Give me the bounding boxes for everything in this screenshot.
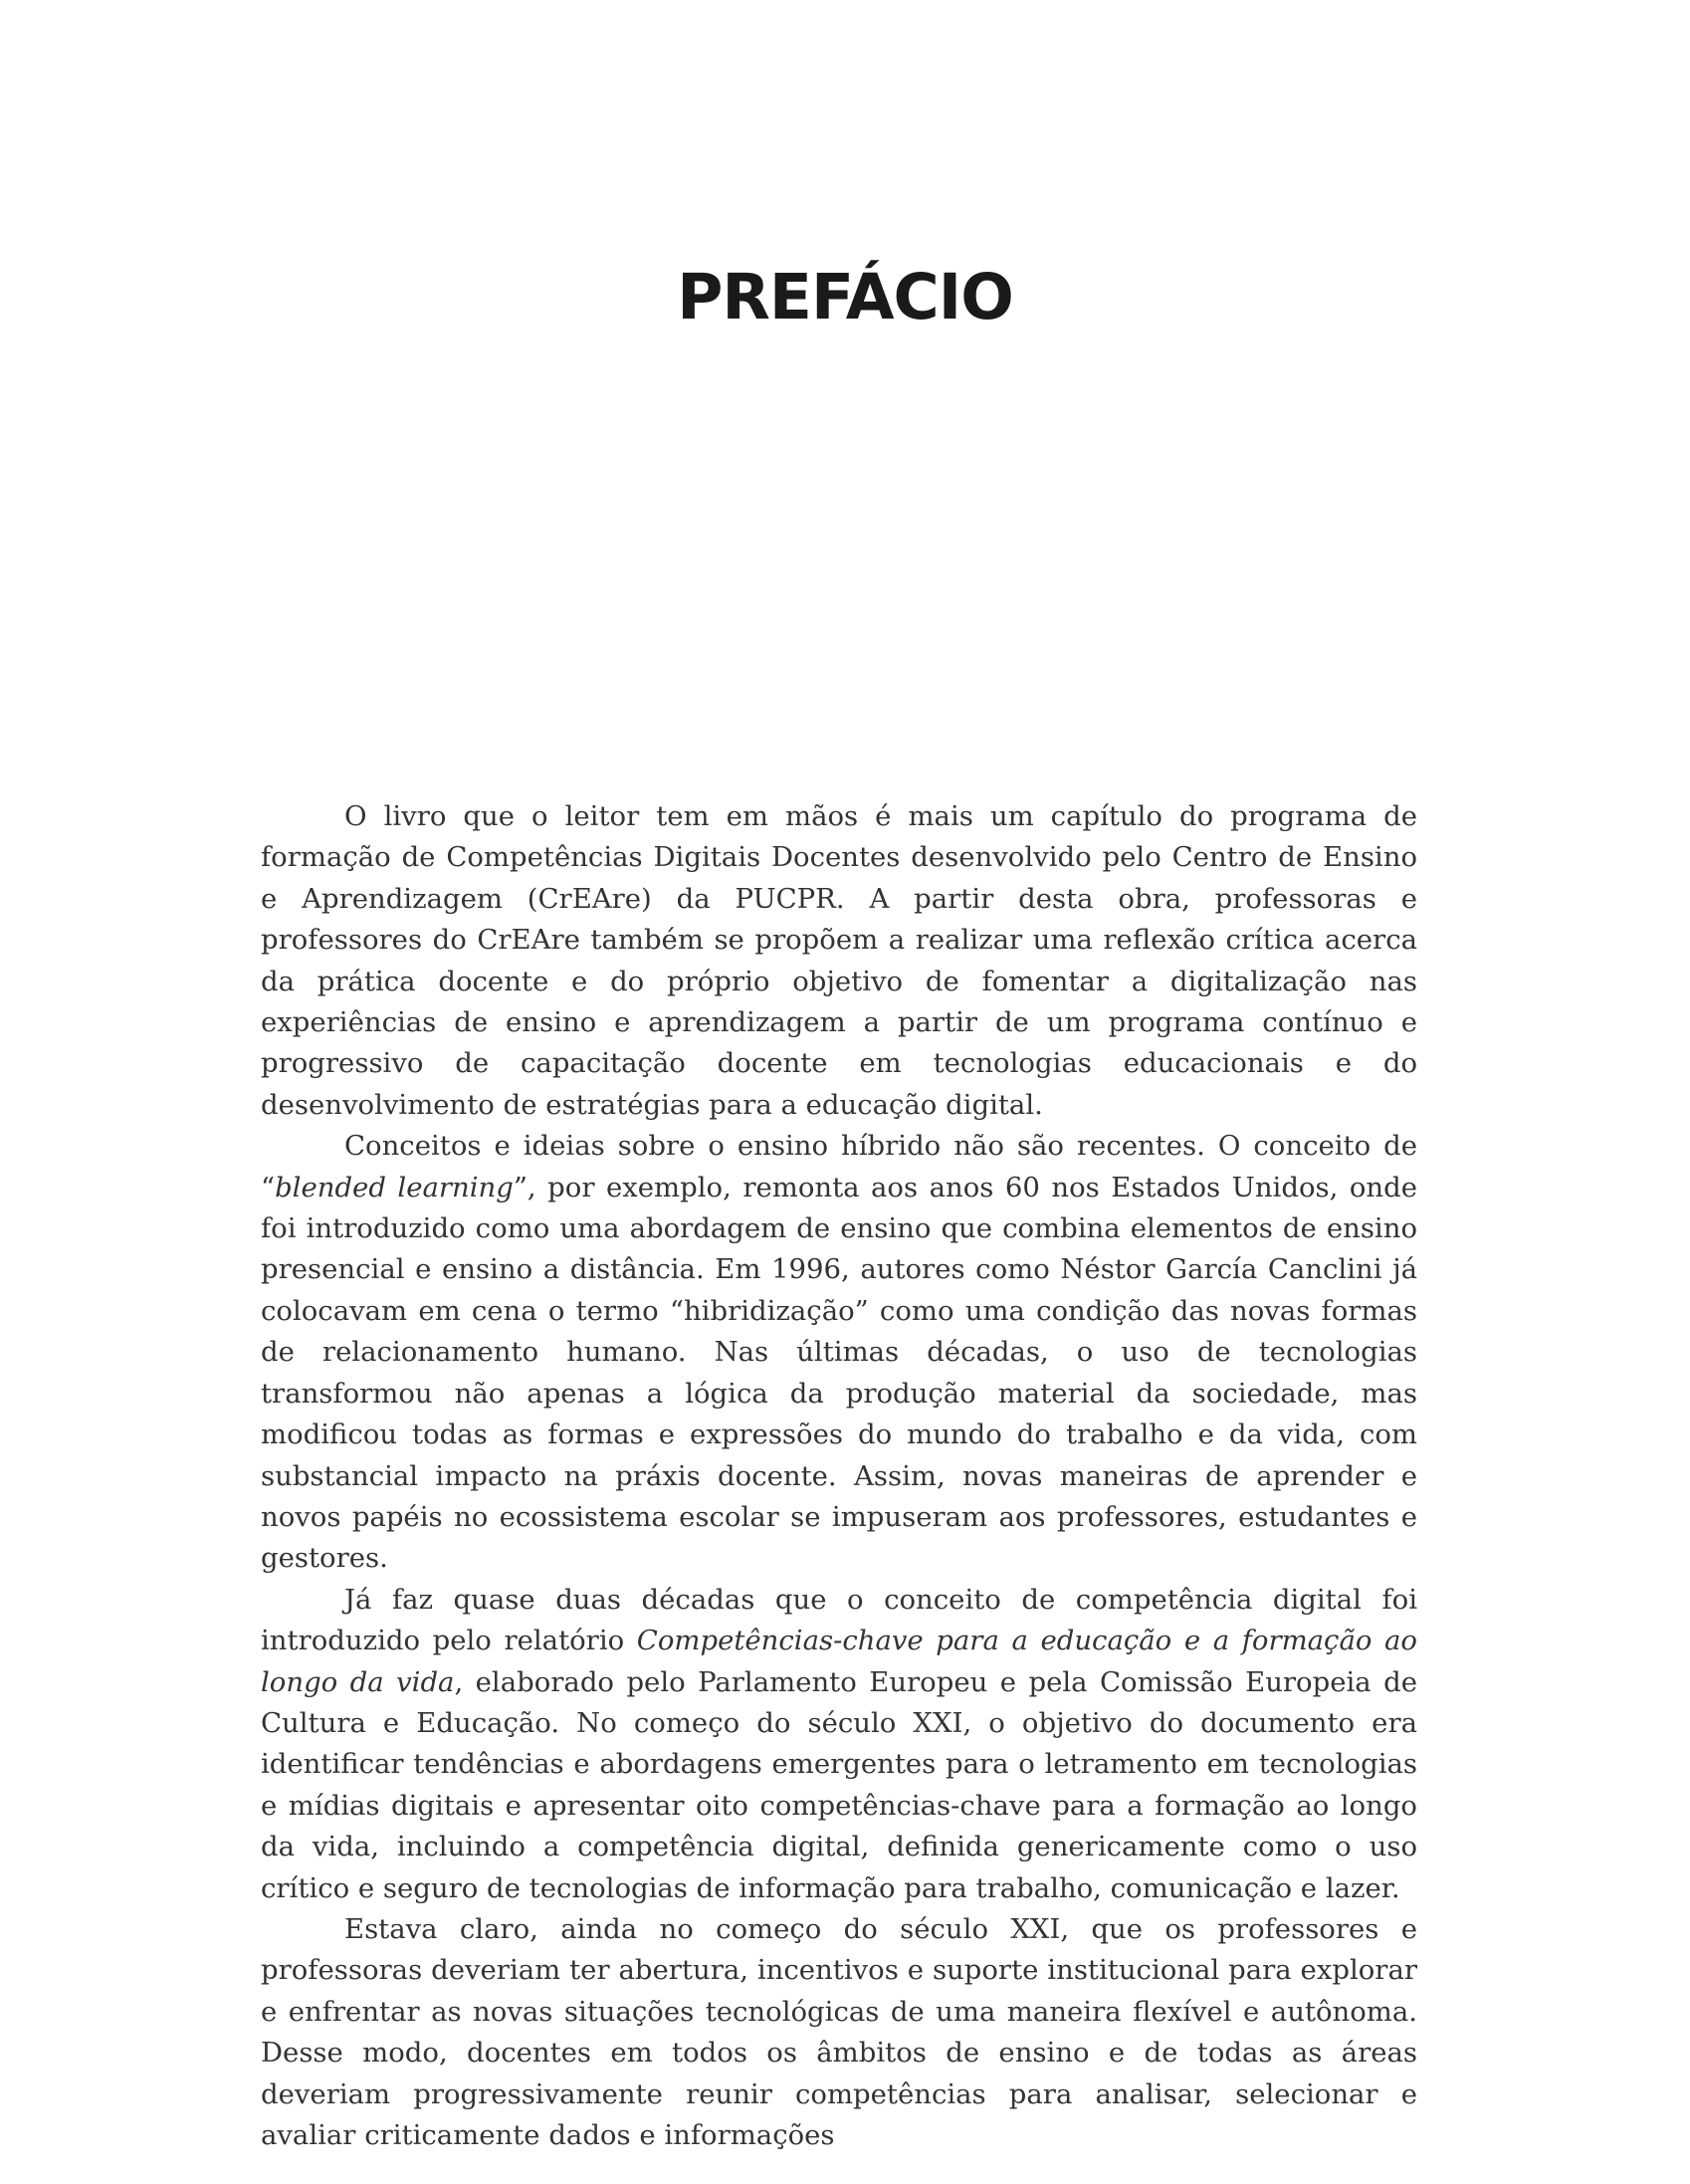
page-title: PREFÁCIO [677, 261, 1013, 333]
paragraph-text: , elaborado pelo Parlamento Europeu e pela Comissão Europeia de Cultura e Educação. No começo do século XXI, o objetivo do documento era identificar tendências e abordagens emergentes para o letramento em tecnologias e mídias digitais e apresentar oito competências-chave para a formação ao longo da vida, incluindo a competência digital, definida genericamente como o uso crítico e seguro de tecnologias de informação para trabalho, comunicação e lazer. [261, 1665, 1418, 1904]
italic-term: blended learning [275, 1171, 514, 1203]
paragraph-text: Estava claro, ainda no começo do século XXI, que os professores e professoras deveriam ter abertura, incentivos e suporte institucional para explorar e enfrentar as novas situações tecnológicas de uma maneira flexível e autônoma. Desse modo, docentes em todos os âmbitos de ensino e de todas as áreas deveriam progressivamente reunir competências para analisar, selecionar e avaliar criticamente dados e informações [261, 1912, 1417, 2151]
paragraph-4 [261, 1909, 1417, 2156]
paragraph-text: O livro que o leitor tem em mãos é mais um capítulo do programa de formação de Competências Digitais Docentes desenvolvido pelo Centro de Ensino e Aprendizagem (CrEAre) da PUCPR. A partir desta obra, professoras e professores do CrEAre também se propõem a realizar uma reflexão crítica acerca da prática docente e do próprio objetivo de fomentar a digitalização nas experiências de ensino e aprendizagem a partir de um programa contínuo e progressivo de capacitação docente em tecnologias educacionais e do desenvolvimento de estratégias para a educação digital. [261, 800, 1417, 1121]
preface-body [261, 796, 1417, 2156]
paragraph-3 [261, 1580, 1417, 1909]
paragraph-text: ”, por exemplo, remonta aos anos 60 nos Estados Unidos, onde foi introduzido como uma abordagem de ensino que combina elementos de ensino presencial e ensino a distância. Em 1996, autores como Néstor García Canclini já colocavam em cena o termo “hibridização” como uma condição das novas formas de relacionamento humano. Nas últimas décadas, o uso de tecnologias transformou não apenas a lógica da produção material da sociedade, mas modificou todas as formas e expressões do mundo do trabalho e da vida, com substancial impacto na práxis docente. Assim, novas maneiras de aprender e novos papéis no ecossistema escolar se impuseram aos professores, estudantes e gestores. [261, 1171, 1417, 1575]
paragraph-text: Conceitos e ideias sobre o ensino híbrido não são recentes. O conceito de “ [261, 1130, 1417, 1203]
paragraph-1 [261, 796, 1417, 1126]
paragraph-2 [261, 1126, 1417, 1579]
italic-report-title: Competências-chave para a educação e a formação ao longo da vida [261, 1625, 1417, 1698]
paragraph-text: Já faz quase duas décadas que o conceito de competência digital foi introduzido pelo relatório [261, 1583, 1417, 1657]
